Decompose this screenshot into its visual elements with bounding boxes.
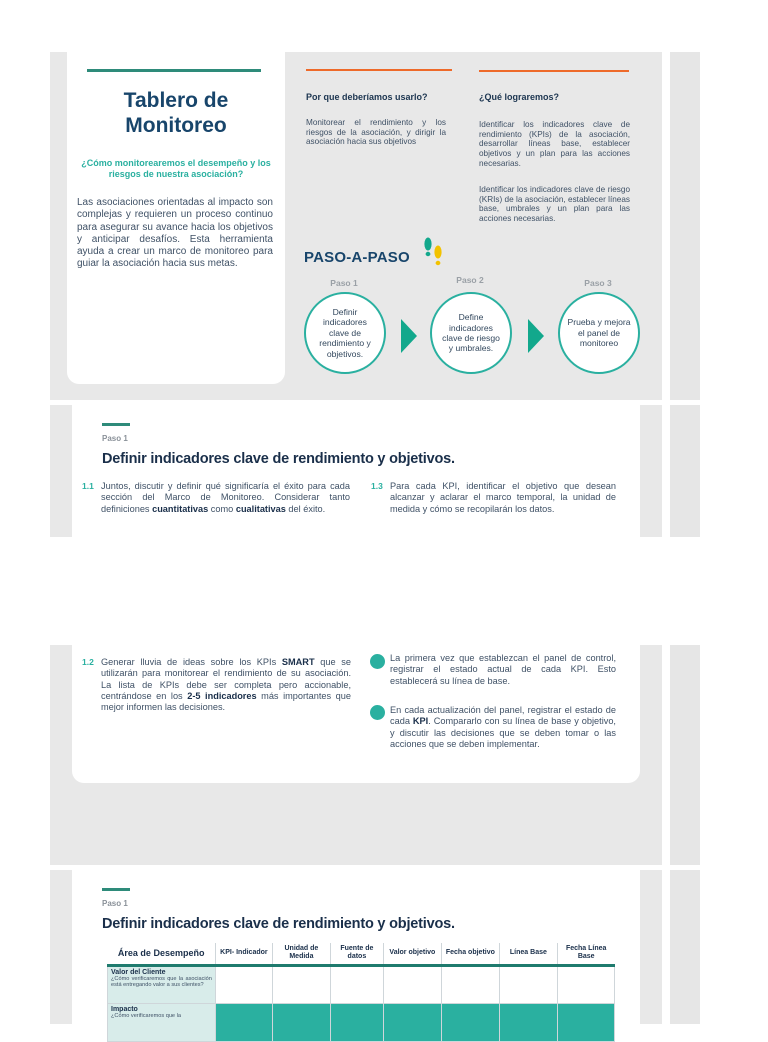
kpi-table — [107, 943, 615, 1042]
step1-continued-card — [72, 645, 640, 783]
step-2-circle — [430, 292, 512, 374]
bold-term: cualitativas — [235, 503, 286, 514]
area-name: Impacto — [111, 1005, 138, 1013]
arrow-right-icon — [401, 319, 417, 353]
bold-term: 2-5 indicadores — [187, 690, 257, 701]
step-2-label: Paso 2 — [456, 275, 484, 285]
step-label: Paso 1 — [102, 434, 128, 443]
overview-page — [50, 52, 662, 400]
why-divider — [306, 69, 452, 71]
bold-term: SMART — [281, 657, 315, 667]
table-cell[interactable] — [383, 965, 441, 1003]
item-number: 1.1 — [82, 481, 94, 491]
area-cell — [108, 965, 216, 1003]
step-1-circle — [304, 292, 386, 374]
table-cell[interactable] — [330, 1003, 383, 1041]
item-1-3-text: Para cada KPI, identificar el objetivo que desean alcanzar y aclarar el marco temporal, la unidad de medida y cómo se recopilarán los datos. — [390, 481, 616, 514]
what-divider — [479, 70, 629, 72]
column-header: Unidad de Medida — [272, 943, 330, 965]
text-segment: En cada actualización del panel, registrar el estado de cada — [390, 705, 616, 727]
step-3-label: Paso 3 — [584, 278, 612, 288]
table-cell[interactable] — [441, 1003, 499, 1041]
kpi-table-page — [50, 870, 662, 1024]
item-number: 1.2 — [82, 657, 94, 667]
step1-card — [72, 405, 640, 537]
table-cell[interactable] — [215, 965, 272, 1003]
area-description: ¿Cómo verificaremos que la asociación está entregando valor a sus clientes? — [111, 975, 212, 989]
text-segment: Juntos, discutir y definir qué significaría el éxito para cada sección del Marco de Monitoreo. Considerar tanto definiciones — [101, 481, 350, 514]
step-1-text: Definir indicadores clave de rendimiento y objetivos. — [319, 306, 371, 359]
footprints-icon — [422, 236, 444, 270]
table-cell[interactable] — [272, 1003, 330, 1041]
text-segment: más importantes que mejor informen las decisiones. — [101, 690, 351, 713]
table-cell[interactable] — [383, 1003, 441, 1041]
table-header-row — [108, 943, 615, 965]
bullet-dot — [370, 705, 385, 720]
page-title — [67, 88, 285, 138]
accent-line — [102, 423, 130, 426]
step-3-circle — [558, 292, 640, 374]
intro-card — [67, 52, 285, 384]
kpi-table-card — [72, 870, 640, 1024]
why-heading: Por que deberíamos usarlo? — [306, 92, 428, 102]
table-body — [108, 965, 615, 1041]
column-header: Fuente de datos — [330, 943, 383, 965]
step1-continued-page — [50, 645, 662, 865]
step-3-text: Prueba y mejora el panel de monitoreo — [567, 317, 631, 349]
table-cell[interactable] — [441, 965, 499, 1003]
bullet-1-text: La primera vez que establezcan el panel de control, registrar el estado actual de cada KPI. Esto establecerá su línea de base. — [390, 653, 616, 686]
title-line-2: Monitoreo — [125, 114, 227, 137]
table-cell[interactable] — [215, 1003, 272, 1041]
area-name: Valor del Cliente — [111, 968, 166, 976]
bullet-2-text — [390, 705, 616, 750]
what-body-kri: Identificar los indicadores clave de riesgo (KRIs) de la asociación, establecer líneas base, umbrales y un plan para las acciones necesarias. — [479, 185, 630, 224]
next-page-edge — [670, 52, 700, 400]
next-page-edge — [670, 870, 700, 1024]
step-1-label: Paso 1 — [330, 278, 358, 288]
step-label: Paso 1 — [102, 899, 128, 908]
text-segment: que se utilizarán para monitorear el rendimiento de su asociación. La lista de KPIs debe ser completa pero accionable, centrándose en los — [101, 657, 352, 701]
table-cell[interactable] — [272, 965, 330, 1003]
what-body-kpi: Identificar los indicadores clave de rendimiento (KPIs) de la asociación, desarrollar líneas base, establecer objetivos y un plan para las acciones necesarias. — [479, 120, 630, 168]
section-title: Definir indicadores clave de rendimiento y objetivos. — [102, 916, 455, 932]
step-2-text: Define indicadores clave de riesgo y umbrales. — [442, 312, 500, 354]
bold-term: cuantitativas — [152, 503, 209, 514]
text-segment: como — [208, 503, 236, 514]
table-row — [108, 965, 615, 1003]
item-1-2-text — [101, 657, 351, 713]
arrow-right-icon — [528, 319, 544, 353]
item-1-1-text — [101, 481, 350, 515]
column-header: KPI- Indicador — [215, 943, 272, 965]
paso-a-paso-title: PASO-A-PASO — [304, 249, 410, 266]
section-title: Definir indicadores clave de rendimiento y objetivos. — [102, 451, 455, 467]
column-header: Valor objetivo — [383, 943, 441, 965]
column-header: Fecha objetivo — [441, 943, 499, 965]
table-cell[interactable] — [499, 1003, 557, 1041]
table-cell[interactable] — [499, 965, 557, 1003]
table-row — [108, 1003, 615, 1041]
intro-question: ¿Cómo monitorearemos el desempeño y los riesgos de nuestra asociación? — [81, 158, 271, 179]
bold-term: KPI — [412, 716, 429, 727]
text-segment: . Compararlo con su línea de base y objetivo, y discutir las decisiones que se deben tomar o las acciones que se deben implementar. — [390, 716, 616, 749]
next-page-edge — [670, 405, 700, 537]
column-header: Área de Desempeño — [108, 943, 216, 965]
title-line-1: Tablero de — [123, 89, 229, 112]
text-segment: del éxito. — [285, 503, 326, 514]
bullet-dot — [370, 654, 385, 669]
what-heading: ¿Qué lograremos? — [479, 92, 560, 102]
table-cell[interactable] — [557, 1003, 614, 1041]
column-header: Línea Base — [499, 943, 557, 965]
next-page-edge — [670, 645, 700, 865]
table-cell[interactable] — [330, 965, 383, 1003]
item-number: 1.3 — [371, 481, 383, 491]
why-body: Monitorear el rendimiento y los riesgos de la asociación, y dirigir la asociación hacia sus objetivos — [306, 118, 446, 147]
accent-line — [102, 888, 130, 891]
table-cell[interactable] — [557, 965, 614, 1003]
text-segment: Generar lluvia de ideas sobre los KPIs — [101, 657, 282, 667]
area-cell — [108, 1003, 216, 1041]
intro-body: Las asociaciones orientadas al impacto son complejas y requieren un proceso continuo para asegurar su avance hacia los objetivos y anticipar desafíos. Esta herramienta ayuda a crear un marco de monitoreo para guiar la asociación hacia sus metas. — [77, 197, 273, 270]
column-header: Fecha Línea Base — [557, 943, 614, 965]
area-description: ¿Cómo verificaremos que la — [111, 1012, 181, 1019]
accent-line — [87, 69, 261, 72]
step1-page — [50, 405, 662, 537]
